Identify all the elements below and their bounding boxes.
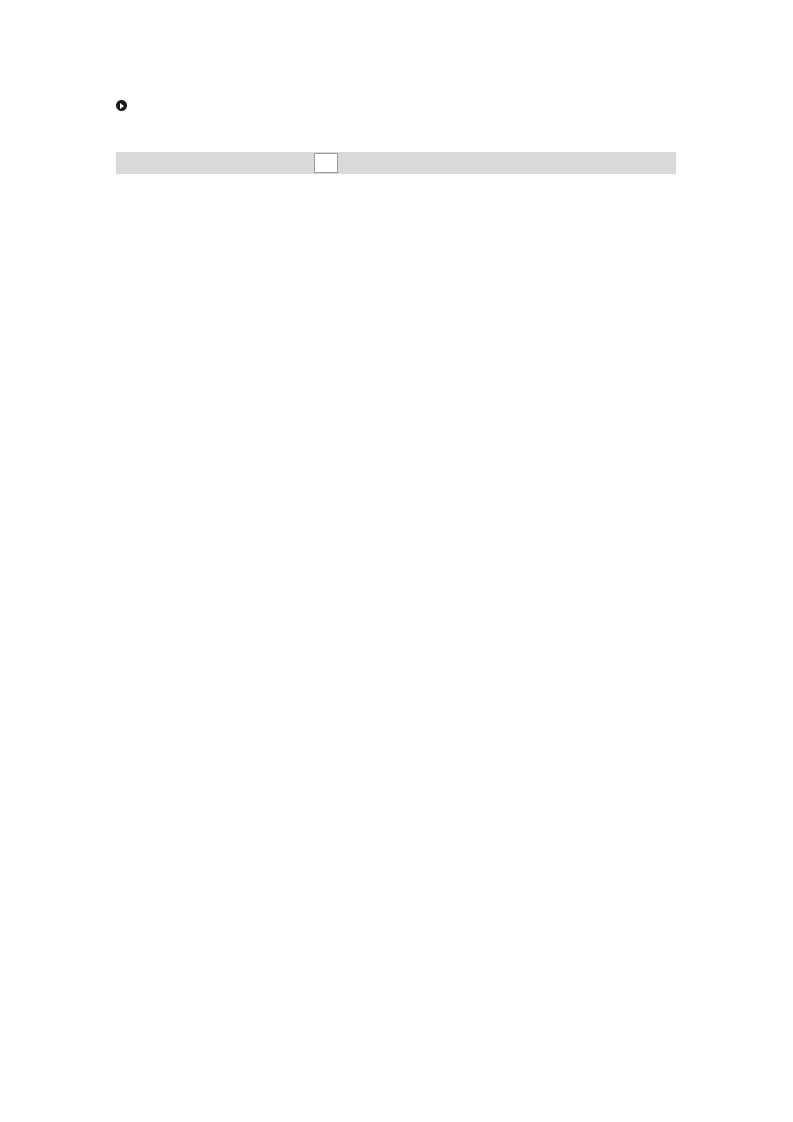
guide-label — [116, 204, 676, 227]
play-circle-icon — [116, 100, 127, 111]
banner-label — [314, 153, 338, 173]
deepen-label — [116, 410, 676, 433]
subheading-low-high — [116, 432, 676, 455]
question-line-2 — [116, 250, 676, 273]
question-line-4 — [116, 296, 676, 319]
answer-line-2 — [116, 387, 676, 410]
low-speed-line-2 — [116, 478, 676, 501]
practice-intro — [116, 123, 676, 146]
question-line-6 — [116, 341, 676, 364]
answer-line-1 — [116, 364, 676, 387]
document-page — [116, 96, 676, 501]
question-line-5 — [116, 318, 676, 341]
section-title — [116, 182, 676, 205]
question-line-3 — [116, 273, 676, 296]
section-banner — [116, 152, 676, 174]
low-speed-line-1 — [116, 455, 676, 478]
practice-heading — [116, 96, 676, 119]
question-line-1 — [116, 227, 676, 250]
